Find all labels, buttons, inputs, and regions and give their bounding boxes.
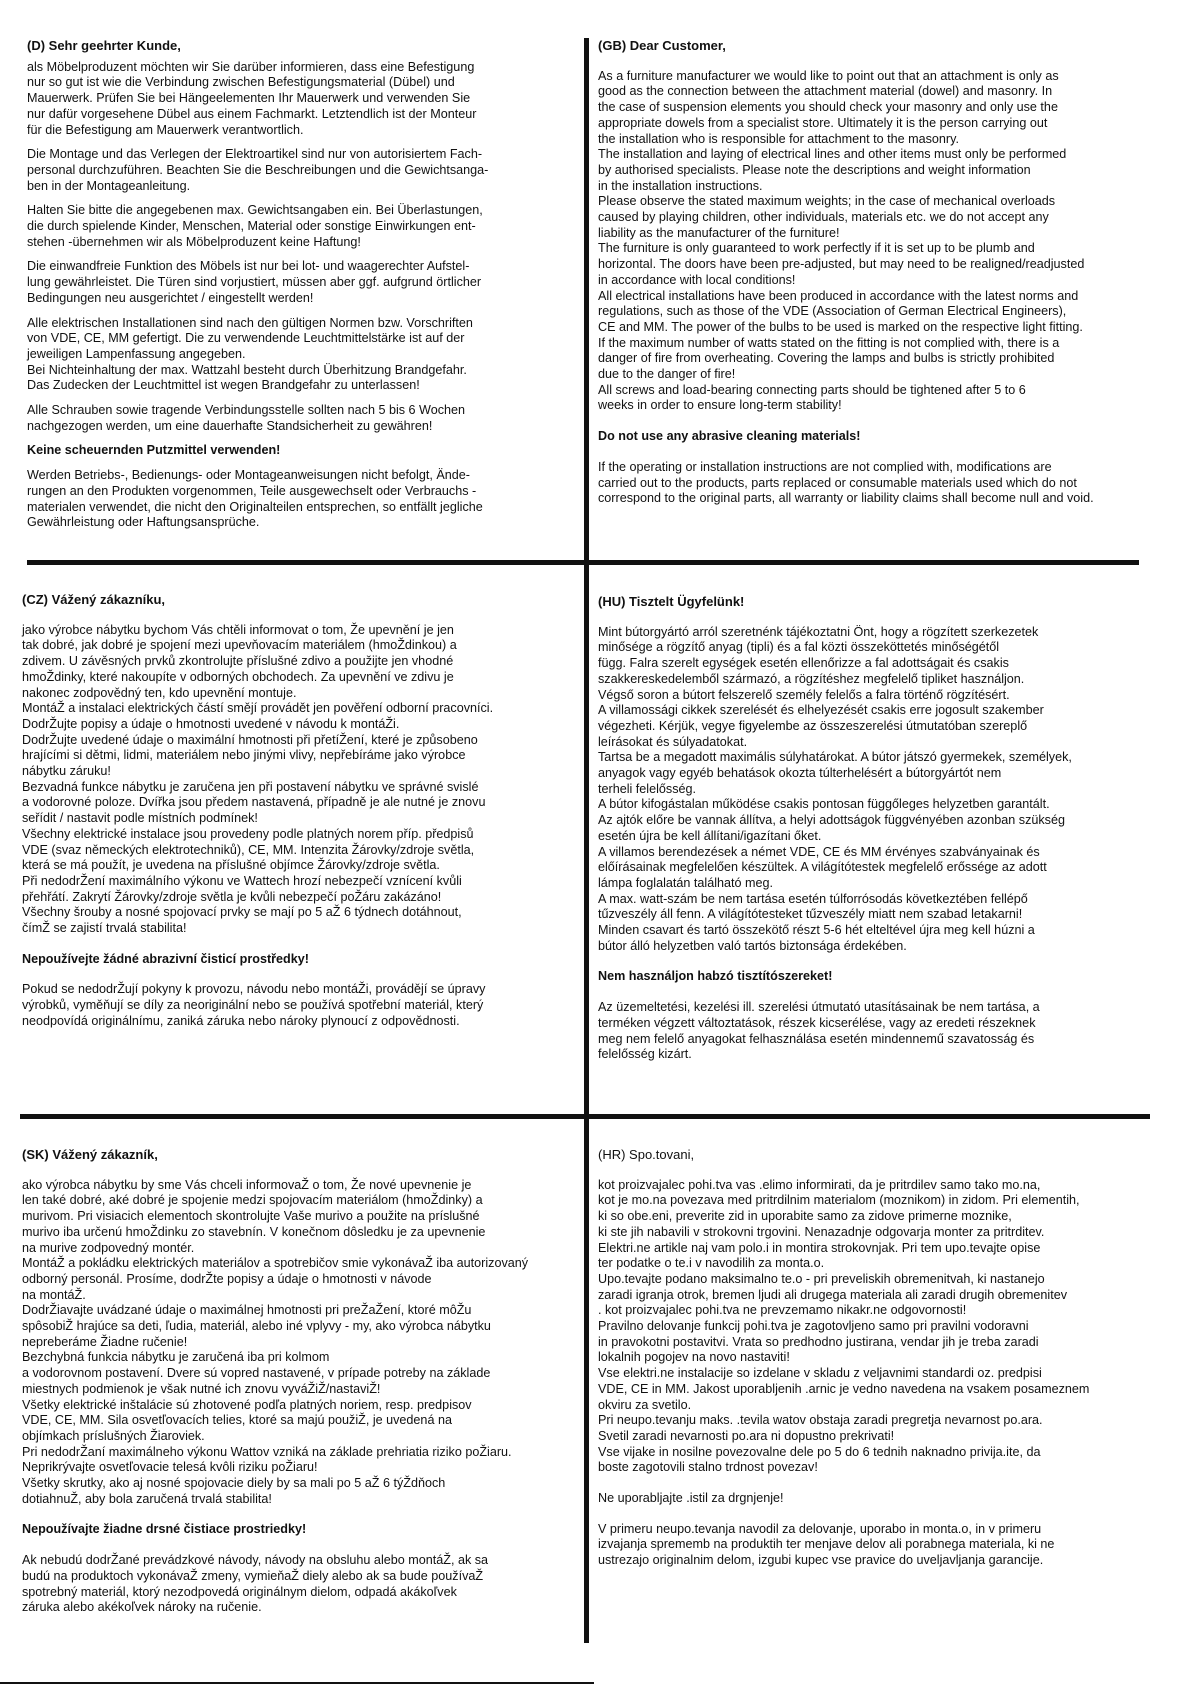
text-line: kot je mo.na povezava med pritrdilnim materialom (moznikom) in zidom. Pri elementih, [598, 1193, 1080, 1208]
text-line: tűzveszély áll fenn. A világítótesteket tűzveszély miatt nem szabad letakarni! [598, 907, 1023, 922]
text-line: due to the danger of fire! [598, 367, 736, 382]
text-line: Pri neupo.tevanju maks. .tevila watov obstaja zaradi pregretja nevarnost po.ara. [598, 1413, 1043, 1428]
text-line: tak dobré, jak dobré je spojení mezi upevňovacím materiálem (hmoŽdinkou) a [22, 638, 457, 653]
text-line: liability as the manufacturer of the furniture! [598, 225, 840, 240]
text-line: All electrical installations have been produced in accordance with the latest norms and [598, 288, 1079, 303]
text-line: přehřátí. Zakrytí Žárovky/zdroje světla je kvůli nebezpečí poŽáru zakázáno! [22, 889, 442, 904]
text-line: stehen -übernehmen wir als Möbelproduzent keine Haftung! [27, 234, 361, 249]
section-body [22, 1178, 587, 1616]
text-line: VDE (svaz německých elektrotechniků), CE, MM. Intenzita Žárovky/zdroje světla, [22, 842, 475, 857]
paragraph [22, 1178, 587, 1508]
paragraph [22, 623, 577, 937]
text-line: Bezchybná funkcia nábytku je zaručená iba pri kolmom [22, 1350, 330, 1365]
text-line: hmoŽdinky, které nakoupíte v odborných obchodech. Za upevnění ve zdivu je [22, 669, 454, 684]
horizontal-divider-bottom [20, 1114, 1150, 1119]
text-line: murivo iba určenú hmoŽdinku zo stavebnín. V konečnom dôsledku je za upevnenie [22, 1224, 486, 1239]
text-line: ben in der Montageanleitung. [27, 178, 191, 193]
text-line: A max. watt-szám be nem tartása esetén túlforrósodás következtében fellépő [598, 891, 1028, 906]
text-line: Bei Nichteinhaltung der max. Wattzahl besteht durch Überhitzung Brandgefahr. [27, 362, 467, 377]
text-line: A villamos berendezések a német VDE, CE és MM érvényes szabványainak és [598, 844, 1040, 859]
text-line: MontáŽ a instalaci elektrických částí smějí provádět jen pověření odborní pracovníci. [22, 701, 494, 716]
text-line: The installation and laying of electrical lines and other items must only be performed [598, 147, 1067, 162]
horizontal-divider-top [27, 560, 1139, 565]
text-line: okviru za svetilo. [598, 1397, 692, 1412]
text-line: kot proizvajalec pohi.tva vas .elimo informirati, da je pritrdilev samo tako mo.na, [598, 1177, 1041, 1192]
text-line: lámpa foglalatán található meg. [598, 875, 774, 890]
text-line: carried out to the products, parts replaced or consumable materials used which do not [598, 475, 1077, 490]
warning-heading [27, 443, 572, 459]
text-line: DodrŽiavajte uvádzané údaje o maximálnej hmotnosti pri preŽaŽení, ktoré môŽu [22, 1303, 472, 1318]
text-line: Všechny elektrické instalace jsou provedeny podle platných norem příp. předpisů [22, 826, 474, 841]
text-line: leírásokat és súlyadatokat. [598, 734, 748, 749]
section-cz [22, 592, 577, 1045]
text-line: Při nedodrŽení maximálního výkonu ve Wattech hrozí nebezpečí vznícení kvůli [22, 873, 462, 888]
section-body [22, 623, 577, 1030]
text-line: boste zagotovili stalno trdnost povezav! [598, 1460, 818, 1475]
paragraph [27, 147, 572, 194]
text-line: Az ajtók előre be vannak állítva, a helyi adottságok függvényében azonban szükség [598, 813, 1065, 828]
text-line: terheli felelősség. [598, 781, 697, 796]
paragraph [22, 982, 577, 1029]
text-line: caused by playing children, other individuals, materials etc. we do not accept any [598, 210, 1049, 225]
paragraph [598, 69, 1158, 414]
paragraph [598, 1000, 1158, 1063]
text-line: murivom. Pri visiacich elementoch skontrolujte Vaše murivo a použite na príslušné [22, 1209, 480, 1224]
section-title: (GB) Dear Customer, [598, 38, 726, 53]
text-line: Nepoužívajte žiadne drsné čistiace prostriedky! [22, 1522, 307, 1537]
text-line: Všechny šrouby a nosné spojovací prvky se mají po 5 aŽ 6 týdnech dotáhnout, [22, 905, 462, 920]
text-line: DodrŽujte popisy a údaje o hmotnosti uvedené v návodu k montáŽi. [22, 716, 400, 731]
text-line: A villamossági cikkek szerelését és elhelyezését csakis erre jogosult szakember [598, 703, 1044, 718]
text-line: előírásainak megfelelően készültek. A világítótestek megfelelő erőssége az adott [598, 860, 1047, 875]
text-line: miestnych podmienok je však nutné ich znovu vyváŽiŽ/nastaviŽ! [22, 1381, 381, 1396]
text-line: terméken végzett változtatások, részek kicserélése, vagy az eredeti részeknek [598, 1015, 1036, 1030]
text-line: Minden csavart és tartó összekötő részt 5-6 hét elteltével újra meg kell húzni a [598, 923, 1035, 938]
text-line: als Möbelproduzent möchten wir Sie darüber informieren, dass eine Befestigung [27, 59, 475, 74]
text-line: materialen verwendet, die nicht den Originalteilen entsprechen, so entfällt jegliche [27, 499, 483, 514]
text-line: ter podatke o te.i v navodilih za monta.o. [598, 1256, 825, 1271]
text-line: jako výrobce nábytku bychom Vás chtěli informovat o tom, Že upevnění je jen [22, 622, 454, 637]
text-line: nur dafür vorgesehene Dübel aus einem Fachmarkt. Letztendlich ist der Monteur [27, 106, 477, 121]
text-line: von VDE, CE, MM gefertigt. Die zu verwendende Leuchtmittelstärke ist auf der [27, 331, 465, 346]
text-line: Bedingungen neu ausgerichtet / eingestellt werden! [27, 290, 314, 305]
text-line: lung gewährleistet. Die Türen sind vorjustiert, müssen aber ggf. aufgrund örtlicher [27, 275, 482, 290]
text-line: Všetky elektrické inštalácie sú zhotovené podľa platných noriem, resp. predpisov [22, 1397, 472, 1412]
section-body [598, 1178, 1158, 1569]
section-body [27, 60, 572, 531]
paragraph [598, 1522, 1158, 1569]
text-line: nakonec zodpovědný ten, kdo upevnění montuje. [22, 685, 297, 700]
text-line: Bezvadná funkce nábytku je zaručena jen při postavení nábytku ve správné svislé [22, 779, 479, 794]
text-line: The furniture is only guaranteed to work perfectly if it is set up to be plumb and [598, 241, 1035, 256]
section-gb [598, 38, 1158, 522]
section-title: (HU) Tisztelt Ügyfelünk! [598, 594, 745, 609]
text-line: esetén újra be kell állítani/igazítani őket. [598, 828, 822, 843]
text-line: horizontal. The doors have been pre-adjusted, but may need to be realigned/readjusted [598, 257, 1085, 272]
bottom-rule [0, 1682, 594, 1684]
warning-heading [598, 429, 1158, 445]
text-line: Gewährleistung oder Haftungsansprüche. [27, 515, 260, 530]
text-line: Keine scheuernden Putzmittel verwenden! [27, 443, 281, 458]
text-line: Všetky skrutky, ako aj nosné spojovacie diely by sa mali po 5 aŽ 6 týŽdňoch [22, 1476, 446, 1491]
text-line: která se má použít, je uvedena na příslušné objímce Žárovky/zdroje světla. [22, 858, 440, 873]
text-line: minősége a rögzítő anyag (tipli) és a fal közti összeköttetés minőségétől [598, 640, 1000, 655]
text-line: the installation who is responsible for attachment to the masonry. [598, 131, 959, 146]
text-line: If the maximum number of watts stated on the fitting is not complied with, there is a [598, 335, 1060, 350]
paragraph [27, 468, 572, 531]
text-line: Nepoužívejte žádné abrazivní čisticí prostředky! [22, 951, 309, 966]
warning-heading [598, 969, 1158, 985]
text-line: Ak nebudú dodrŽané prevádzkové návody, návody na obsluhu alebo montáŽ, ak sa [22, 1553, 489, 1568]
text-line: nur so gut ist wie die Verbindung zwischen Befestigungsmaterial (Dübel) und [27, 75, 455, 90]
text-line: the case of suspension elements you should check your masonry and only use the [598, 100, 1058, 115]
text-line: felelősség kizárt. [598, 1047, 692, 1062]
text-line: čímŽ se zajistí trvalá stabilita! [22, 921, 187, 936]
text-line: lokalnih pogojev na novo nastaviti! [598, 1350, 790, 1365]
paragraph [27, 203, 572, 250]
paragraph [598, 460, 1158, 507]
text-line: Alle Schrauben sowie tragende Verbindungsstelle sollten nach 5 bis 6 Wochen [27, 403, 466, 418]
paragraph [27, 403, 572, 434]
section-title: (HR) Spo.tovani, [598, 1147, 695, 1162]
section-hr [598, 1147, 1158, 1584]
text-line: MontáŽ a pokládku elektrických materiálov a spotrebičov smie vykonávaŽ iba autorizovaný [22, 1256, 529, 1271]
text-line: hrajícími si dětmi, lidmi, materiálem nebo jinými vlivy, nepřebíráme jako výrobce [22, 748, 466, 763]
text-line: in the installation instructions. [598, 178, 763, 193]
text-line: Végső soron a bútort felszerelő személy felelős a falra történő rögzítésért. [598, 687, 1010, 702]
text-line: All screws and load-bearing connecting parts should be tightened after 5 to 6 [598, 382, 1026, 397]
text-line: nachgezogen werden, um eine dauerhafte Standsicherheit zu gewähren! [27, 418, 433, 433]
warning-heading [22, 1522, 587, 1538]
text-line: dotiahnuŽ, aby bola zaručená trvalá stabilita! [22, 1491, 272, 1506]
text-line: Pravilno delovanje funkcij pohi.tva je zagotovljeno samo pri pravilni vodoravni [598, 1319, 1029, 1334]
text-line: ustrezajo originalnim delom, izgubi kupec vse pravice do uveljavljanja garancije. [598, 1553, 1044, 1568]
text-line: A bútor kifogástalan működése csakis pontosan függőleges helyzetben garantált. [598, 797, 1050, 812]
text-line: seřídit / nastavit podle místních podmínek! [22, 811, 258, 826]
warning-heading [22, 952, 577, 968]
text-line: Elektri.ne artikle naj vam polo.i in montira strokovnjak. Pri tem upo.tevajte opise [598, 1240, 1041, 1255]
text-line: len také dobré, aké dobré je spojenie medzi spojovacím materiálom (hmoŽdinky) a [22, 1193, 483, 1208]
text-line: spôsobiŽ hrajúce sa deti, ľudia, materiál, alebo iné vplyvy - my, ako výrobca nábytku [22, 1319, 491, 1334]
text-line: függ. Falra szerelt egységek esetén ellenőrizze a fal adottságait és csakis [598, 656, 1009, 671]
text-line: végezheti. Kérjük, vegye figyelembe az összeszerelési útmutatóban szereplő [598, 718, 1028, 733]
text-line: anyagok vagy egyéb behatások okozta túlterhelésért a bútorgyártót nem [598, 766, 1002, 781]
section-title: (D) Sehr geehrter Kunde, [27, 38, 181, 53]
text-line: personal durchzuführen. Beachten Sie die Beschreibungen und die Gewichtsanga- [27, 162, 489, 177]
text-line: ki ste jih nabavili v strokovni trgovini. Nenazadnje odgovarja monter za pritrditev. [598, 1224, 1045, 1239]
text-line: Do not use any abrasive cleaning materials! [598, 429, 861, 444]
paragraph [598, 1178, 1158, 1476]
text-line: by authorised specialists. Please note the descriptions and weight information [598, 162, 1031, 177]
text-line: Svetil zaradi nevarnosti po.ara ni dopustno prekrivati! [598, 1428, 895, 1443]
section-sk [22, 1147, 587, 1631]
text-line: Upo.tevajte podano maksimalno te.o - pri preveliskih obremenitvah, ki nastanejo [598, 1271, 1045, 1286]
text-line: zdivem. U závěsných prvků zkontrolujte příslušné zdivo a použijte jen vhodné [22, 654, 454, 669]
text-line: nepreberáme Žiadne ručenie! [22, 1334, 188, 1349]
text-line: a vodorovné poloze. Dvířka jsou předem nastavená, případně je ale nutné je znovu [22, 795, 486, 810]
text-line: Vse elektri.ne instalacije so izdelane v skladu z veljavnimi standardi oz. predpisi [598, 1366, 1042, 1381]
text-line: ki so obe.eni, preverite zid in uporabite samo za zidove primerne moznike, [598, 1209, 1012, 1224]
paragraph [27, 60, 572, 139]
text-line: odborný personál. Prosíme, dodrŽte popisy a údaje o hmotnosti v návode [22, 1271, 432, 1286]
section-title: (CZ) Vážený zákazníku, [22, 592, 166, 607]
text-line: DodrŽujte uvedené údaje o maximální hmotnosti při přetíŽení, které je způsobeno [22, 732, 478, 747]
section-title: (SK) Vážený zákazník, [22, 1147, 158, 1162]
text-line: Die einwandfreie Funktion des Möbels ist nur bei lot- und waagerechter Aufstel- [27, 259, 470, 274]
paragraph [598, 1491, 1158, 1507]
text-line: nábytku záruku! [22, 764, 111, 779]
text-line: jeweiligen Lampenfassung angegeben. [27, 346, 246, 361]
text-line: V primeru neupo.tevanja navodil za delovanje, uporabo in monta.o, in v primeru [598, 1521, 1042, 1536]
text-line: correspond to the original parts, all warranty or liability claims shall become null and void. [598, 491, 1094, 506]
text-line: Az üzemeltetési, kezelési ill. szerelési útmutató utasításainak be nem tartása, a [598, 1000, 1040, 1015]
text-line: záruka alebo akékoľvek nároky na ručenie. [22, 1600, 262, 1615]
text-line: für die Befestigung am Mauerwerk verantwortlich. [27, 122, 304, 137]
text-line: Werden Betriebs-, Bedienungs- oder Montageanweisungen nicht befolgt, Ände- [27, 468, 470, 483]
text-line: Pokud se nedodrŽují pokyny k provozu, návodu nebo montáŽi, provádějí se úpravy [22, 982, 486, 997]
text-line: weeks in order to ensure long-term stability! [598, 398, 842, 413]
text-line: good as the connection between the attachment material (dowel) and masonry. In [598, 84, 1053, 99]
text-line: VDE, CE, MM. Sila osvetľovacích telies, ktoré sa majú použiŽ, je uvedená na [22, 1413, 452, 1428]
section-de [27, 38, 572, 540]
section-body [598, 625, 1158, 1063]
text-line: bútor álló helyzetben való tartós biztonsága érdekében. [598, 938, 907, 953]
text-line: in accordance with local conditions! [598, 272, 796, 287]
text-line: výrobků, vyměňují se díly za neoriginální nebo se používá spotřební materiál, který [22, 998, 484, 1013]
text-line: regulations, such as those of the VDE (Association of German Electrical Engineers), [598, 304, 1067, 319]
text-line: Ne uporabljajte .istil za drgnjenje! [598, 1491, 784, 1506]
text-line: na montáŽ. [22, 1287, 86, 1302]
text-line: spotrebný materiál, ktorý nezodpovedá originálnym dielom, odpadá akákoľvek [22, 1584, 457, 1599]
paragraph [598, 625, 1158, 955]
text-line: budú na produktoch vykonávaŽ zmeny, vymieňaŽ diely alebo ak sa bude používaŽ [22, 1568, 484, 1583]
text-line: Halten Sie bitte die angegebenen max. Gewichtsangaben ein. Bei Überlastungen, [27, 203, 483, 218]
text-line: ako výrobca nábytku by sme Vás chceli informovaŽ o tom, Že nové upevnenie je [22, 1177, 472, 1192]
text-line: Alle elektrischen Installationen sind nach den gültigen Normen bzw. Vorschriften [27, 315, 473, 330]
paragraph [27, 259, 572, 306]
section-body [598, 69, 1158, 507]
text-line: Nem használjon habzó tisztítószereket! [598, 969, 833, 984]
text-line: izvajanja sprememb na produktih ter menjave delov ali porabnega materiala, ki ne [598, 1537, 1055, 1552]
section-hu [598, 594, 1158, 1078]
text-line: Mint bútorgyártó arról szeretnénk tájékoztatni Önt, hogy a rögzített szerkezetek [598, 624, 1039, 639]
text-line: Mauerwerk. Prüfen Sie bei Hängeelementen Ihr Mauerwerk und verwenden Sie [27, 91, 471, 106]
text-line: Please observe the stated maximum weights; in the case of mechanical overloads [598, 194, 1056, 209]
text-line: danger of fire from overheating. Covering the lamps and bulbs is strictly prohibited [598, 351, 1055, 366]
text-line: szakkereskedelemből származó, a rögzítéshez megfelelő tipliket használjon. [598, 671, 1025, 686]
text-line: appropriate dowels from a specialist store. Ultimately it is the person carrying out [598, 115, 1048, 130]
text-line: VDE, CE in MM. Jakost uporabljenih .arnic je vedno navedena na vsakem posameznem [598, 1381, 1090, 1396]
text-line: . kot proizvajalec pohi.tva ne prevzemamo nikakr.ne odgovornosti! [598, 1303, 967, 1318]
text-line: If the operating or installation instructions are not complied with, modifications are [598, 459, 1052, 474]
text-line: rungen an den Produkten vorgenommen, Teile ausgewechselt oder Verbrauchs - [27, 483, 477, 498]
text-line: na murive zodpovedný montér. [22, 1240, 195, 1255]
text-line: Pri nedodrŽaní maximálneho výkonu Wattov vzniká na základe prehriatia riziko poŽiaru. [22, 1444, 512, 1459]
text-line: Das Zudecken der Leuchtmittel ist wegen Brandgefahr zu unterlassen! [27, 378, 420, 393]
text-line: Tartsa be a megadott maximális súlyhatárokat. A bútor játszó gyermekek, személyek, [598, 750, 1072, 765]
text-line: die durch spielende Kinder, Menschen, Material oder sonstige Einwirkungen ent- [27, 219, 476, 234]
text-line: CE and MM. The power of the bulbs to be used is marked on the respective light fitting. [598, 319, 1083, 334]
text-line: meg nem felelő anyagokat felhasználása esetén mindennemű szavatosság és [598, 1031, 1035, 1046]
text-line: neodpovídá originálnímu, zaniká záruka nebo nároky plynoucí z odpovědnosti. [22, 1013, 460, 1028]
text-line: As a furniture manufacturer we would like to point out that an attachment is only as [598, 68, 1059, 83]
paragraph [27, 316, 572, 395]
text-line: in pravokotni postavitvi. Vrata so predhodno justirana, vendar jih je treba zaradi [598, 1334, 1039, 1349]
text-line: Die Montage und das Verlegen der Elektroartikel sind nur von autorisiertem Fach- [27, 147, 483, 162]
text-line: a vodorovnom postavení. Dvere sú vopred nastavené, v prípade potreby na základe [22, 1366, 491, 1381]
text-line: Neprikrývajte osvetľovacie telesá kvôli riziku poŽiaru! [22, 1460, 318, 1475]
paragraph [22, 1553, 587, 1616]
text-line: objímkach príslušných Žiaroviek. [22, 1428, 205, 1443]
text-line: zaradi igranja otrok, bremen ljudi ali drugega materiala ali zaradi drugih obremenitev [598, 1287, 1068, 1302]
text-line: Vse vijake in nosilne povezovalne dele po 5 do 6 tednih naknadno privija.ite, da [598, 1444, 1041, 1459]
